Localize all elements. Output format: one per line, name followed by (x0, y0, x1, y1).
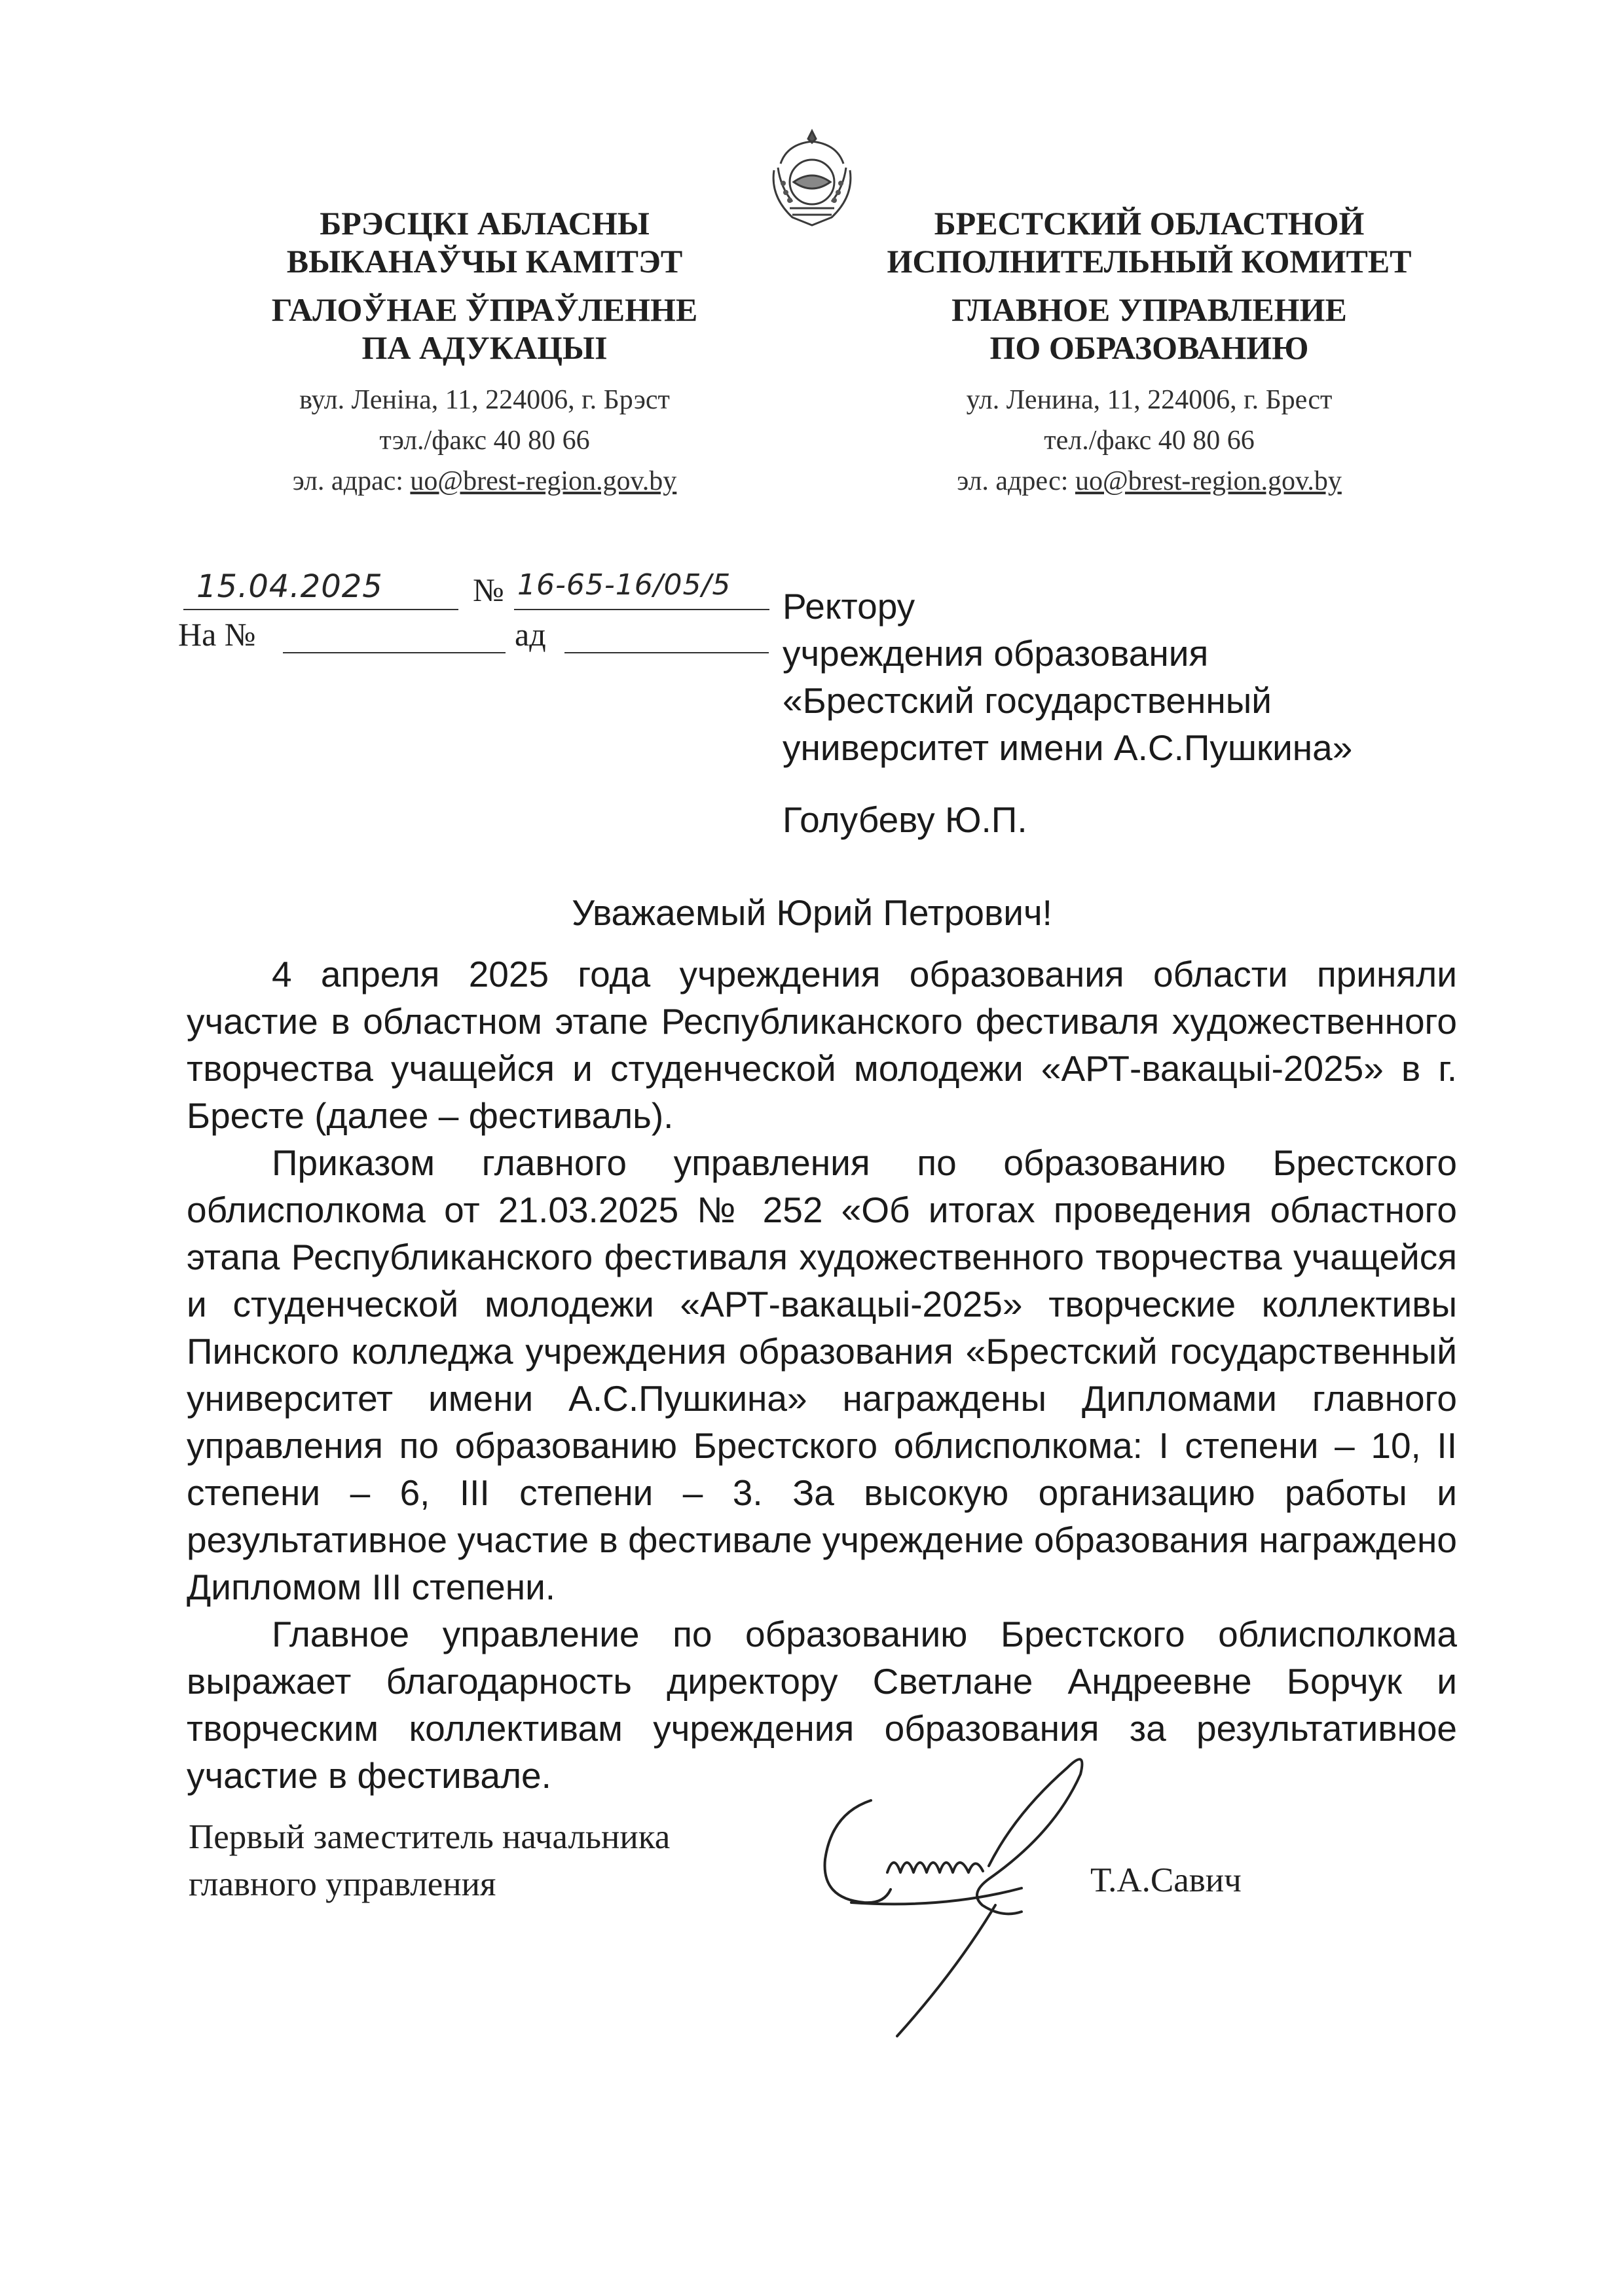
paragraph-1: 4 апреля 2025 года учреждения образования области приняли участие в областном этапе Республиканского фестиваля художественного творчества учащейся и студенческой молодежи «АРТ-вакацыі-2025» в г. Бресте (далее – фестиваль). (187, 954, 1457, 1136)
org-line-1: БРЕСТСКИЙ ОБЛАСТНОЙ (934, 205, 1365, 242)
phone: тел./факс 40 80 66 (1044, 426, 1255, 456)
address: ул. Ленина, 11, 224006, г. Брест (966, 385, 1333, 415)
letter-body (187, 951, 1457, 1799)
signatory-name: Т.А.Савич (1090, 1861, 1242, 1899)
handwritten-signature (773, 1709, 1113, 2049)
number-label: № (473, 572, 504, 608)
paragraph-2: Приказом главного управления по образованию Брестского облисполкома от 21.03.2025 № 252 «Об итогах проведения областного этапа Республиканского фестиваля художественного творчества учащейся и студенческой молодежи «АРТ-вакацыі-2025» творческие коллективы Пинского колледжа учреждения образования «Брестский государственный университет имени А.С.Пушкина» награждены Дипломами главного управления по образованию Брестского облисполкома: I степени – 10, II степени – 6, III степени – 3. За высокую организацию работы и результативное участие в фестивале учреждение образования награждено Дипломом III степени. (187, 1142, 1457, 1607)
addressee-line-1: Ректору (783, 586, 915, 627)
outgoing-date: 15.04.2025 (196, 568, 383, 605)
org-line-1: БРЭСЦКІ АБЛАСНЫ (320, 205, 650, 242)
email-link[interactable]: uo@brest-region.gov.by (1075, 466, 1342, 496)
reply-label: На № (178, 616, 256, 653)
addressee-line-2: учреждения образования (783, 633, 1209, 674)
signatory-title (189, 1813, 670, 1908)
letterhead-org-ru (855, 204, 1444, 280)
letterhead-contacts-by (190, 380, 779, 501)
number-underline (514, 609, 769, 610)
org-line-2: ВЫКАНАЎЧЫ КАМІТЭТ (286, 243, 683, 280)
dept-line-2: ПА АДУКАЦЫІ (361, 329, 608, 366)
dept-line-2: ПО ОБРАЗОВАНИЮ (989, 329, 1309, 366)
date-underline (183, 609, 458, 610)
salutation: Уважаемый Юрий Петрович! (572, 892, 1052, 933)
letterhead-org-by (190, 204, 779, 280)
email-link[interactable]: uo@brest-region.gov.by (410, 466, 677, 496)
addressee-name: Голубеву Ю.П. (783, 799, 1027, 840)
addressee-line-3: «Брестский государственный (783, 680, 1272, 721)
address: вул. Леніна, 11, 224006, г. Брэст (299, 385, 670, 415)
reply-number-underline (283, 652, 506, 653)
org-line-2: ИСПОЛНИТЕЛЬНЫЙ КОМИТЕТ (887, 243, 1412, 280)
reply-from-label: ад (515, 616, 546, 653)
signatory-title-line-2: главного управления (189, 1865, 496, 1903)
addressee-line-4: университет имени А.С.Пушкина» (783, 727, 1353, 768)
outgoing-number: 16-65-16/05/5 (517, 568, 731, 602)
dept-line-1: ГАЛОЎНАЕ ЎПРАЎЛЕННЕ (271, 291, 698, 328)
letterhead-dept-ru (855, 291, 1444, 367)
letterhead-contacts-ru (855, 380, 1444, 501)
paragraph-3: Главное управление по образованию Брестского облисполкома выражает благодарность директору Светлане Андреевне Борчук и творческим коллективам учреждения образования за результативное участие в фестивале. (187, 1614, 1457, 1796)
reply-date-underline (564, 652, 769, 653)
signatory-title-line-1: Первый заместитель начальника (189, 1818, 671, 1856)
dept-line-1: ГЛАВНОЕ УПРАВЛЕНИЕ (951, 291, 1347, 328)
email-label: эл. адрес: (957, 466, 1075, 496)
email-label: эл. адрас: (292, 466, 411, 496)
phone: тэл./факс 40 80 66 (379, 426, 590, 456)
addressee (783, 583, 1352, 843)
letterhead-dept-by (190, 291, 779, 367)
